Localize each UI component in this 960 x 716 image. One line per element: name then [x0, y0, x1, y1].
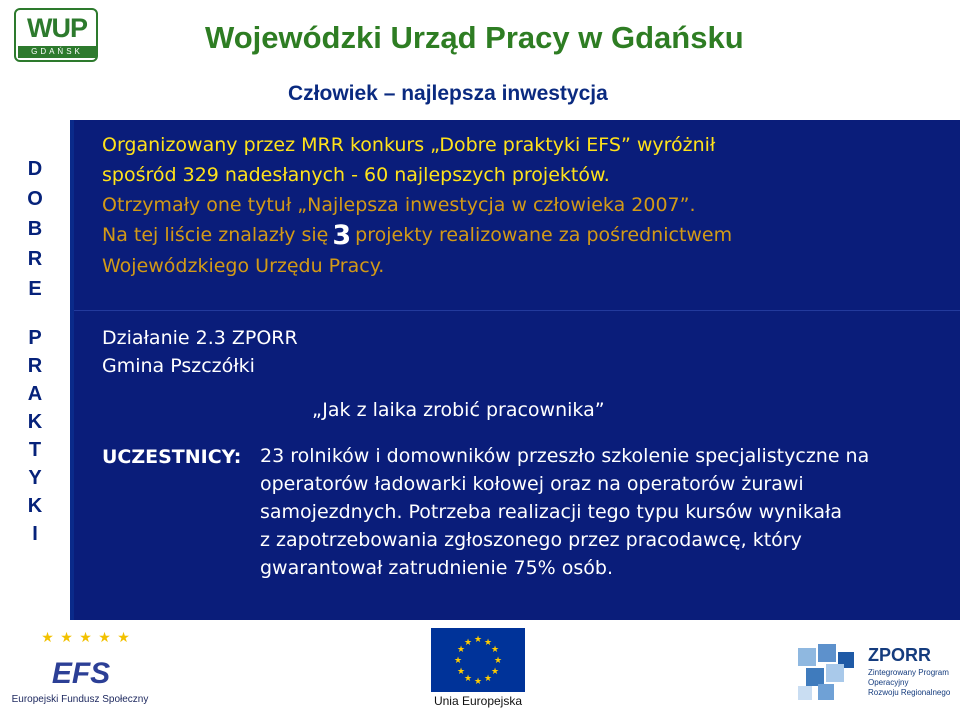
zporr-mark-icon: [796, 642, 858, 704]
project-measure: Działanie 2.3 ZPORR: [102, 327, 298, 349]
project-beneficiary: Gmina Pszczółki: [102, 355, 255, 377]
svg-text:★: ★: [456, 645, 466, 655]
efs-stars-icon: ★ ★ ★ ★ ★: [41, 630, 131, 646]
zporr-caption-line: Zintegrowany Program: [868, 668, 949, 677]
panel-divider: [74, 310, 960, 311]
svg-text:★: ★: [473, 677, 483, 687]
svg-text:★: ★: [490, 667, 500, 677]
intro-line-part: projekty realizowane za pośrednictwem: [355, 224, 733, 246]
sidebar-letter: A: [27, 383, 43, 405]
wup-logo: [14, 8, 98, 62]
svg-text:★: ★: [483, 638, 493, 648]
sidebar-letter: D: [27, 158, 43, 180]
sidebar-letter: E: [28, 278, 42, 300]
wup-logo-text: WUP: [27, 13, 87, 43]
efs-logo-text: EFS: [51, 657, 111, 690]
intro-line: Organizowany przez MRR konkurs „Dobre praktyki EFS” wyróżnił: [102, 134, 716, 156]
zporr-title: ZPORR: [868, 645, 931, 665]
participants-line: gwarantował zatrudnienie 75% osób.: [260, 557, 613, 579]
sidebar-letter: I: [32, 523, 38, 545]
sidebar-letter: R: [27, 248, 43, 270]
wup-logo-subtext: GDAŃSK: [18, 46, 96, 58]
slide-subtitle: Człowiek – najlepsza inwestycja: [288, 82, 608, 105]
project-info: [102, 324, 952, 380]
svg-text:★: ★: [483, 674, 493, 684]
sidebar-letter: K: [27, 495, 43, 517]
sidebar-letter: T: [28, 439, 42, 461]
zporr-logo: [794, 638, 954, 710]
participants-line: operatorów ładowarki kołowej oraz na operatorów żurawi: [260, 473, 804, 495]
svg-text:★: ★: [493, 656, 503, 666]
sidebar-letter: O: [27, 188, 43, 210]
zporr-caption-line: Rozwoju Regionalnego: [868, 688, 951, 697]
highlight-number: 3: [332, 220, 352, 251]
sidebar-letter: Y: [28, 467, 42, 489]
participants-text: [260, 442, 960, 582]
footer-logos: [0, 620, 960, 716]
participants-line: 23 rolników i domowników przeszło szkolenie specjalistyczne na: [260, 445, 870, 467]
sidebar-letter: P: [28, 327, 42, 349]
sidebar-word-praktyki: [0, 324, 70, 548]
eu-flag-icon: [431, 628, 525, 692]
intro-line: Otrzymały one tytuł „Najlepsza inwestycja w człowieka 2007”.: [102, 194, 696, 216]
eu-logo: [428, 624, 528, 714]
sidebar-letter: K: [27, 411, 43, 433]
intro-line-with-number: [102, 220, 952, 251]
svg-text:★: ★: [453, 656, 463, 666]
intro-line: Wojewódzkiego Urzędu Pracy.: [102, 255, 385, 277]
svg-text:★: ★: [463, 674, 473, 684]
participants-line: z zapotrzebowania zgłoszonego przez pracodawcę, który: [260, 529, 802, 551]
eu-caption: Unia Europejska: [433, 694, 523, 708]
content-panel: [74, 120, 960, 620]
intro-line: spośród 329 nadesłanych - 60 najlepszych projektów.: [102, 164, 610, 186]
zporr-caption-line: Operacyjny: [868, 678, 909, 687]
efs-caption: Europejski Fundusz Społeczny: [11, 694, 149, 705]
efs-logo: [10, 630, 150, 712]
svg-text:★: ★: [463, 638, 473, 648]
intro-paragraph: [102, 130, 952, 281]
page-title: Wojewódzki Urząd Pracy w Gdańsku: [205, 20, 744, 55]
sidebar: [0, 120, 74, 620]
svg-text:★: ★: [456, 667, 466, 677]
participants-label: UCZESTNICY:: [102, 446, 242, 468]
project-title: „Jak z laika zrobić pracownika”: [312, 399, 605, 421]
sidebar-letter: R: [27, 355, 43, 377]
intro-line-part: Na tej liście znalazły się: [102, 224, 329, 246]
slide-header: [0, 0, 960, 120]
svg-text:★: ★: [473, 635, 483, 645]
sidebar-word-dobre: [0, 154, 70, 304]
participants-line: samojezdnych. Potrzeba realizacji tego typu kursów wynikała: [260, 501, 843, 523]
svg-text:★: ★: [490, 645, 500, 655]
sidebar-letter: B: [27, 218, 43, 240]
